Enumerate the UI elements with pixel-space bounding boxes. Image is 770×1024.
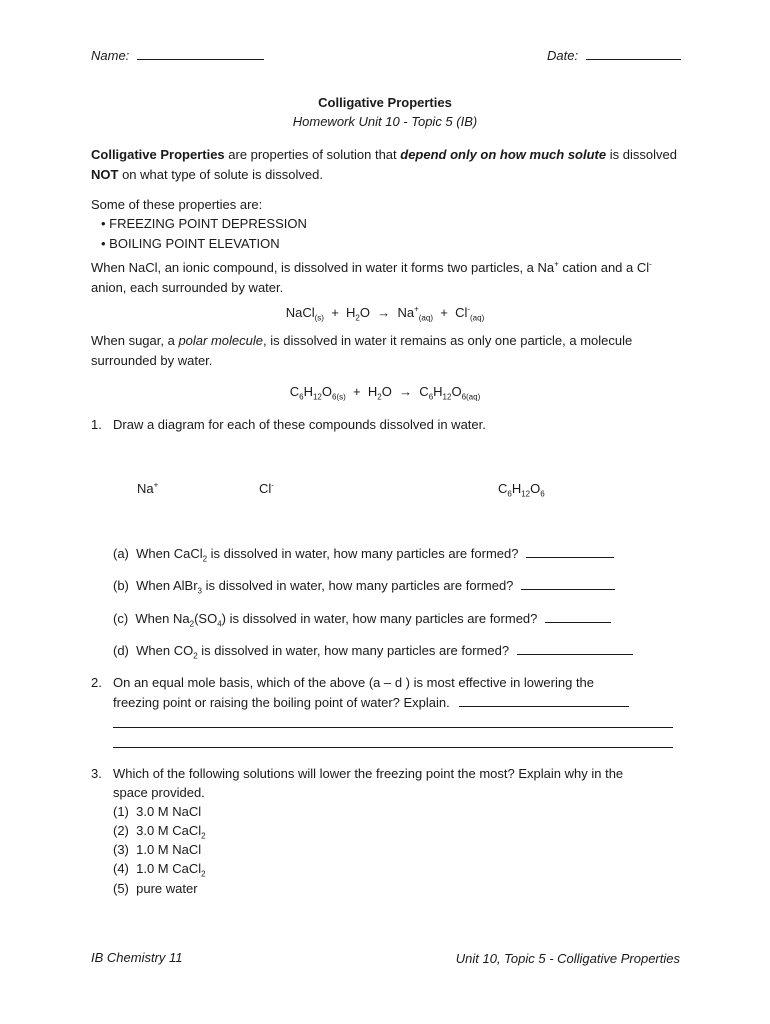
q1-label-glucose <box>498 481 545 499</box>
label-charge: - <box>271 480 274 490</box>
eq-sub: 2 <box>377 392 382 402</box>
part-text: is dissolved in water, how many particles are formed? <box>207 546 519 561</box>
page-title: Colligative Properties <box>318 95 452 110</box>
sugar-equation <box>0 384 770 402</box>
q2-text-line2: freezing point or raising the boiling point of water? Explain. <box>113 695 450 710</box>
label-sub: 12 <box>521 489 531 499</box>
q1-part-d <box>113 642 633 661</box>
option-text: 1.0 M NaCl <box>136 842 202 857</box>
eq-symbol: C <box>289 384 300 399</box>
part-text: When AlBr <box>136 578 198 593</box>
eq-sub: 6 <box>299 392 304 402</box>
answer-blank[interactable] <box>545 610 611 623</box>
label-text: O <box>530 481 541 496</box>
page-subtitle: Homework Unit 10 - Topic 5 (IB) <box>292 114 478 129</box>
eq-symbol: O <box>451 384 462 399</box>
q2-text-line2-row <box>113 694 629 710</box>
q1-label-cl <box>259 481 274 496</box>
part-sub: 3 <box>197 586 202 596</box>
intro-term: Colligative Properties <box>91 147 225 162</box>
part-letter: (a) <box>113 546 129 561</box>
eq-charge: + <box>414 304 419 314</box>
eq-symbol: C <box>419 384 429 399</box>
q3-text-line2: space provided. <box>113 785 205 800</box>
eq-symbol: H <box>303 384 313 399</box>
label-sub: 6 <box>507 489 512 499</box>
cl-charge: - <box>649 259 652 269</box>
eq-charge: - <box>467 304 471 314</box>
eq-reactant: NaCl <box>285 305 315 320</box>
nacl-text-3: anion, each surrounded by water. <box>91 280 284 295</box>
eq-symbol: H <box>433 384 443 399</box>
q3-option <box>113 842 201 857</box>
part-text: When Na <box>135 611 190 626</box>
sugar-text-2: , is dissolved in water it remains as only one particle, a molecule surrounded by water. <box>91 333 633 368</box>
sugar-paragraph <box>91 331 681 371</box>
option-text: pure water <box>136 881 198 896</box>
property-item: • FREEZING POINT DEPRESSION <box>101 216 307 231</box>
option-number: (3) <box>113 842 129 857</box>
nacl-text-1: When NaCl, an ionic compound, is dissolved in water it forms two particles, a Na <box>91 260 555 275</box>
option-sub: 2 <box>201 831 206 841</box>
part-sub: 2 <box>189 619 195 629</box>
option-number: (4) <box>113 861 129 876</box>
answer-blank[interactable] <box>459 694 629 707</box>
property-item-text: FREEZING POINT DEPRESSION <box>109 216 307 231</box>
part-sub: 2 <box>202 554 208 564</box>
part-text: (SO <box>194 611 218 626</box>
q1-label-na <box>137 481 158 496</box>
nacl-equation <box>0 304 770 323</box>
q3-option <box>113 861 206 879</box>
eq-plus: + <box>331 305 339 320</box>
date-blank[interactable] <box>586 47 681 60</box>
label-text: Na <box>137 481 154 496</box>
eq-state: (aq) <box>418 313 433 323</box>
eq-sub: 6(aq) <box>461 392 481 402</box>
name-label: Name: <box>91 48 130 63</box>
intro-text-3: on what type of solute is dissolved. <box>118 167 323 182</box>
eq-sub: 6 <box>428 392 434 402</box>
q2-text-line1: On an equal mole basis, which of the above (a – d ) is most effective in lowering the <box>113 675 595 690</box>
property-item: • BOILING POINT ELEVATION <box>101 236 280 251</box>
intro-text-2: is dissolved <box>606 147 677 162</box>
q1-part-a <box>113 545 614 564</box>
properties-lead: Some of these properties are: <box>91 197 263 212</box>
part-text: is dissolved in water, how many particles are formed? <box>202 578 514 593</box>
option-number: (5) <box>113 881 129 896</box>
eq-water-sub: 2 <box>355 313 360 323</box>
name-label-row <box>91 47 264 63</box>
part-text: When CaCl <box>136 546 203 561</box>
intro-not: NOT <box>91 167 119 182</box>
part-letter: (b) <box>113 578 129 593</box>
label-text: Cl <box>259 481 272 496</box>
eq-plus: + <box>440 305 448 320</box>
arrow-icon: → <box>377 305 391 320</box>
eq-plus: + <box>353 384 361 399</box>
q3-text-line1: Which of the following solutions will lower the freezing point the most? Explain why in the <box>113 766 624 781</box>
intro-emphasis: depend only on how much solute <box>400 147 607 162</box>
option-text: 3.0 M CaCl <box>136 823 202 838</box>
eq-symbol: O <box>321 384 333 399</box>
eq-sub: 12 <box>312 392 322 402</box>
label-sub: 6 <box>540 489 545 499</box>
intro-text-1: are properties of solution that <box>224 147 401 162</box>
option-sub: 2 <box>201 869 206 879</box>
part-text: ) is dissolved in water, how many particles are formed? <box>221 611 538 626</box>
option-text: 3.0 M NaCl <box>136 804 202 819</box>
eq-product: Na <box>397 305 415 320</box>
q3-option <box>113 804 201 819</box>
eq-symbol: O <box>381 384 392 399</box>
part-sub: 2 <box>193 651 198 661</box>
name-blank[interactable] <box>137 47 264 60</box>
footer-left: IB Chemistry 11 <box>91 950 183 965</box>
eq-sub: 6(s) <box>332 392 346 402</box>
option-text: 1.0 M CaCl <box>136 861 202 876</box>
option-number: (1) <box>113 804 129 819</box>
part-text: is dissolved in water, how many particles are formed? <box>197 643 510 658</box>
date-label: Date: <box>547 48 579 63</box>
intro-paragraph <box>91 145 681 185</box>
option-number: (2) <box>113 823 129 838</box>
part-letter: (c) <box>113 611 129 626</box>
nacl-text-2: cation and a Cl <box>558 260 650 275</box>
answer-line[interactable] <box>113 727 673 728</box>
answer-line[interactable] <box>113 747 673 748</box>
q2-number: 2. <box>91 675 102 690</box>
part-letter: (d) <box>113 643 129 658</box>
q1-number: 1. <box>91 417 102 432</box>
part-sub: 4 <box>217 619 222 629</box>
sugar-text-1: When sugar, a <box>91 333 179 348</box>
label-charge: + <box>153 480 159 490</box>
eq-product: Cl <box>455 305 468 320</box>
eq-water-o: O <box>359 305 370 320</box>
q3-number: 3. <box>91 766 102 781</box>
na-charge: + <box>554 259 559 269</box>
eq-symbol: H <box>367 384 378 399</box>
part-text: When CO <box>136 643 194 658</box>
eq-sub: 12 <box>442 392 452 402</box>
date-label-row <box>547 47 681 63</box>
label-text: C <box>498 481 508 496</box>
q1-part-b <box>113 577 615 596</box>
q1-part-c <box>113 610 611 629</box>
q1-text: Draw a diagram for each of these compounds dissolved in water. <box>113 417 486 432</box>
sugar-emphasis: polar molecule <box>178 333 263 348</box>
q3-option <box>113 823 206 841</box>
footer-right: Unit 10, Topic 5 - Colligative Properties <box>455 951 680 966</box>
q3-option <box>113 881 198 896</box>
answer-blank[interactable] <box>521 577 615 590</box>
property-item-text: BOILING POINT ELEVATION <box>109 236 280 251</box>
label-text: H <box>511 481 522 496</box>
answer-blank[interactable] <box>526 545 614 558</box>
eq-state: (s) <box>314 313 324 323</box>
answer-blank[interactable] <box>517 642 633 655</box>
eq-state: (aq) <box>470 313 485 323</box>
nacl-paragraph <box>91 258 681 298</box>
arrow-icon: → <box>399 384 413 399</box>
eq-water-h: H <box>346 305 356 320</box>
